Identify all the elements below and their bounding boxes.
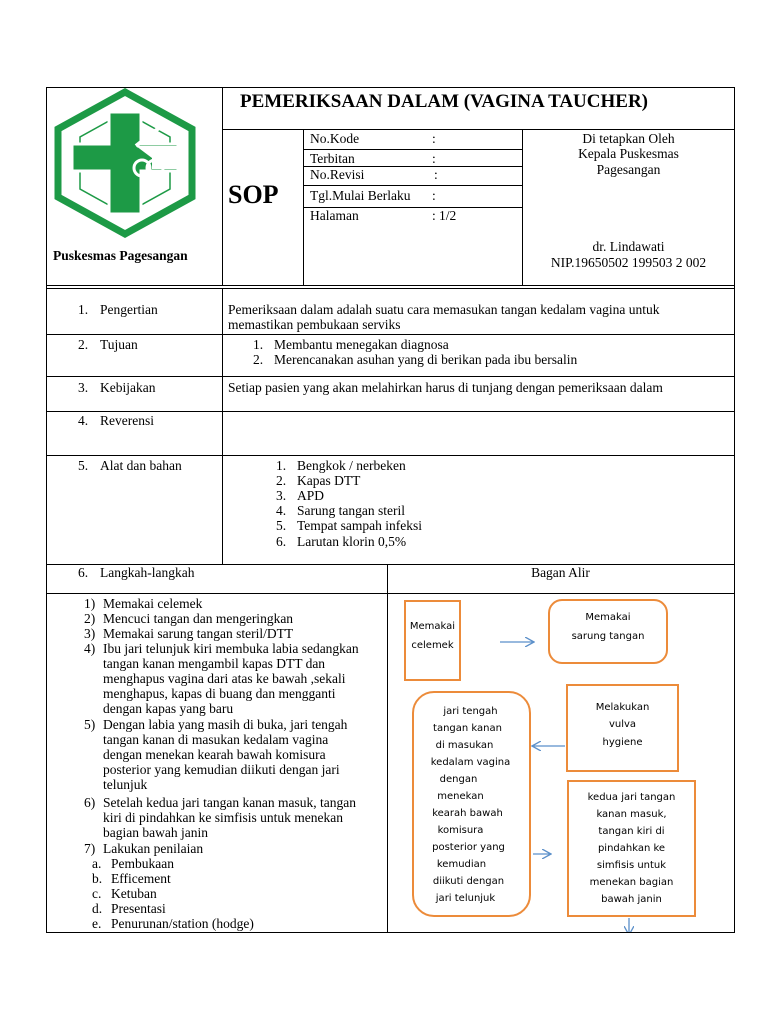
section-text: Pemeriksaan dalam adalah suatu cara memasukan tangan kedalam vagina untuk [228, 302, 660, 317]
list-item: Tempat sampah infeksi [297, 518, 423, 533]
meta-sep: : [434, 167, 438, 182]
flow-box-text: jari telunjuk [435, 893, 496, 904]
section-text: memastikan pembukaan serviks [228, 317, 401, 332]
flow-box-text: kemudian [436, 859, 487, 870]
substep-letter: d. [92, 901, 103, 916]
flow-box-text: kanan masuk, [596, 809, 667, 820]
list-number: 4. [276, 503, 287, 518]
substep-text: Pembukaan [111, 856, 174, 871]
flow-box-text: menekan bagian [589, 877, 674, 888]
substep-text: Efficement [111, 871, 171, 886]
section-number: 3. [78, 380, 89, 395]
flow-box-text: simfisis untuk [596, 860, 667, 871]
section-label: Pengertian [100, 302, 158, 317]
list-number: 5. [276, 518, 287, 533]
meta-sep: : [432, 208, 436, 223]
approval-line: Di tetapkan Oleh [582, 131, 675, 146]
flow-box-text: vulva [608, 719, 637, 730]
list-number: 1. [276, 458, 287, 473]
flow-arrows [387, 594, 734, 932]
approval-line: Kepala Puskesmas [578, 146, 679, 161]
list-number: 2. [253, 352, 264, 367]
list-number: 1. [253, 337, 264, 352]
meta-value: 1/2 [439, 208, 457, 223]
section-label: Reverensi [100, 413, 154, 428]
meta-label: No.Revisi [310, 167, 365, 182]
step-text: bagian bawah janin [103, 825, 208, 840]
list-item: Merencanakan asuhan yang di berikan pada ibu bersalin [274, 352, 578, 367]
flow-box-text: hygiene [602, 737, 643, 748]
step-number: 2) [84, 611, 96, 626]
flow-box-text: Melakukan [595, 702, 650, 713]
section-number: 2. [78, 337, 89, 352]
flow-box-text: kearah bawah [432, 808, 503, 819]
flow-box-text: jari tengah [443, 706, 498, 717]
flow-box-text: diikuti dengan [432, 876, 505, 887]
meta-sep: : [432, 188, 436, 203]
list-item: Kapas DTT [297, 473, 361, 488]
approver-name: dr. Lindawati [592, 239, 665, 254]
section-label: Kebijakan [100, 380, 156, 395]
puskesmas-logo [52, 88, 198, 238]
meta-label: Tgl.Mulai Berlaku [310, 188, 411, 203]
flow-box-text: tangan kanan [433, 723, 502, 734]
step-text: Ibu jari telunjuk kiri membuka labia sedangkan [103, 641, 359, 656]
step-text: posterior yang kemudian diikuti dengan jari [103, 762, 340, 777]
step-text: Setelah kedua jari tangan kanan masuk, tangan [103, 795, 357, 810]
meta-label: No.Kode [310, 131, 360, 146]
step-text: telunjuk [103, 777, 148, 792]
substep-letter: c. [92, 886, 102, 901]
flow-box-text: menekan [437, 791, 484, 802]
list-item: Larutan klorin 0,5% [297, 534, 407, 549]
flow-box-text: di masukan [435, 740, 494, 751]
substep-text: Penurunan/station (hodge) [111, 916, 254, 931]
step-number: 7) [84, 841, 96, 856]
substep-letter: a. [92, 856, 102, 871]
page-title: PEMERIKSAAN DALAM (VAGINA TAUCHER) [240, 91, 648, 112]
step-number: 6) [84, 795, 96, 810]
flow-box-text: celemek [411, 640, 454, 651]
flow-box-text: dengan [439, 774, 478, 785]
sop-label: SOP [228, 180, 279, 209]
meta-label: Halaman [310, 208, 359, 223]
flow-box-text: Memakai [585, 612, 631, 623]
section-number: 4. [78, 413, 89, 428]
section-label: Tujuan [100, 337, 138, 352]
list-number: 2. [276, 473, 287, 488]
flow-box-text: pindahkan ke [597, 843, 666, 854]
step-text: Dengan labia yang masih di buka, jari tengah [103, 717, 348, 732]
step-text: Lakukan penilaian [103, 841, 204, 856]
list-number: 3. [276, 488, 287, 503]
list-item: Membantu menegakan diagnosa [274, 337, 449, 352]
section-number: 6. [78, 565, 89, 580]
flow-box-text: bawah janin [601, 894, 662, 905]
meta-sep: : [432, 151, 436, 166]
step-text: menghapus vagina dari atas ke bawah ,sekali [103, 671, 346, 686]
step-text: Mencuci tangan dan mengeringkan [103, 611, 294, 626]
flow-box-text: posterior yang [432, 842, 505, 853]
list-item: Bengkok / nerbeken [297, 458, 406, 473]
list-number: 6. [276, 534, 287, 549]
step-text: kiri di pindahkan ke simfisis untuk menekan [103, 810, 343, 825]
step-number: 1) [84, 596, 96, 611]
flow-box-text: Memakai [409, 621, 456, 632]
substep-text: Presentasi [111, 901, 166, 916]
step-text: Memakai celemek [103, 596, 203, 611]
step-number: 4) [84, 641, 96, 656]
flowchart-header: Bagan Alir [531, 565, 590, 580]
approval-line: Pagesangan [596, 162, 661, 177]
section-label: Langkah-langkah [100, 565, 195, 580]
step-text: dengan menekan kearah bawah komisura [103, 747, 326, 762]
flow-box-text: kedua jari tangan [587, 792, 676, 803]
section-label: Alat dan bahan [100, 458, 182, 473]
meta-sep: : [432, 131, 436, 146]
step-text: tangan kanan di masukan kedalam vagina [103, 732, 329, 747]
meta-label: Terbitan [310, 151, 355, 166]
substep-letter: b. [92, 871, 103, 886]
substep-letter: e. [92, 916, 102, 931]
flow-box-text: sarung tangan [571, 631, 645, 642]
flow-box-text: kedalam vagina [430, 757, 511, 768]
list-item: Sarung tangan steril [297, 503, 405, 518]
section-number: 5. [78, 458, 89, 473]
step-text: Memakai sarung tangan steril/DTT [103, 626, 294, 641]
substep-text: Ketuban [111, 886, 157, 901]
step-text: menghapus, kapas di buang dan mengganti [103, 686, 336, 701]
section-number: 1. [78, 302, 89, 317]
step-number: 5) [84, 717, 96, 732]
approver-nip: NIP.19650502 199503 2 002 [550, 255, 707, 270]
step-text: tangan kanan mengambil kapas DTT dan [103, 656, 326, 671]
organization-name: Puskesmas Pagesangan [53, 248, 188, 263]
step-number: 3) [84, 626, 96, 641]
list-item: APD [297, 488, 325, 503]
flow-box-text: komisura [437, 825, 484, 836]
flow-box-text: tangan kiri di [598, 826, 665, 837]
section-text: Setiap pasien yang akan melahirkan harus di tunjang dengan pemeriksaan dalam [228, 380, 663, 395]
step-text: dengan kapas yang baru [103, 701, 234, 716]
